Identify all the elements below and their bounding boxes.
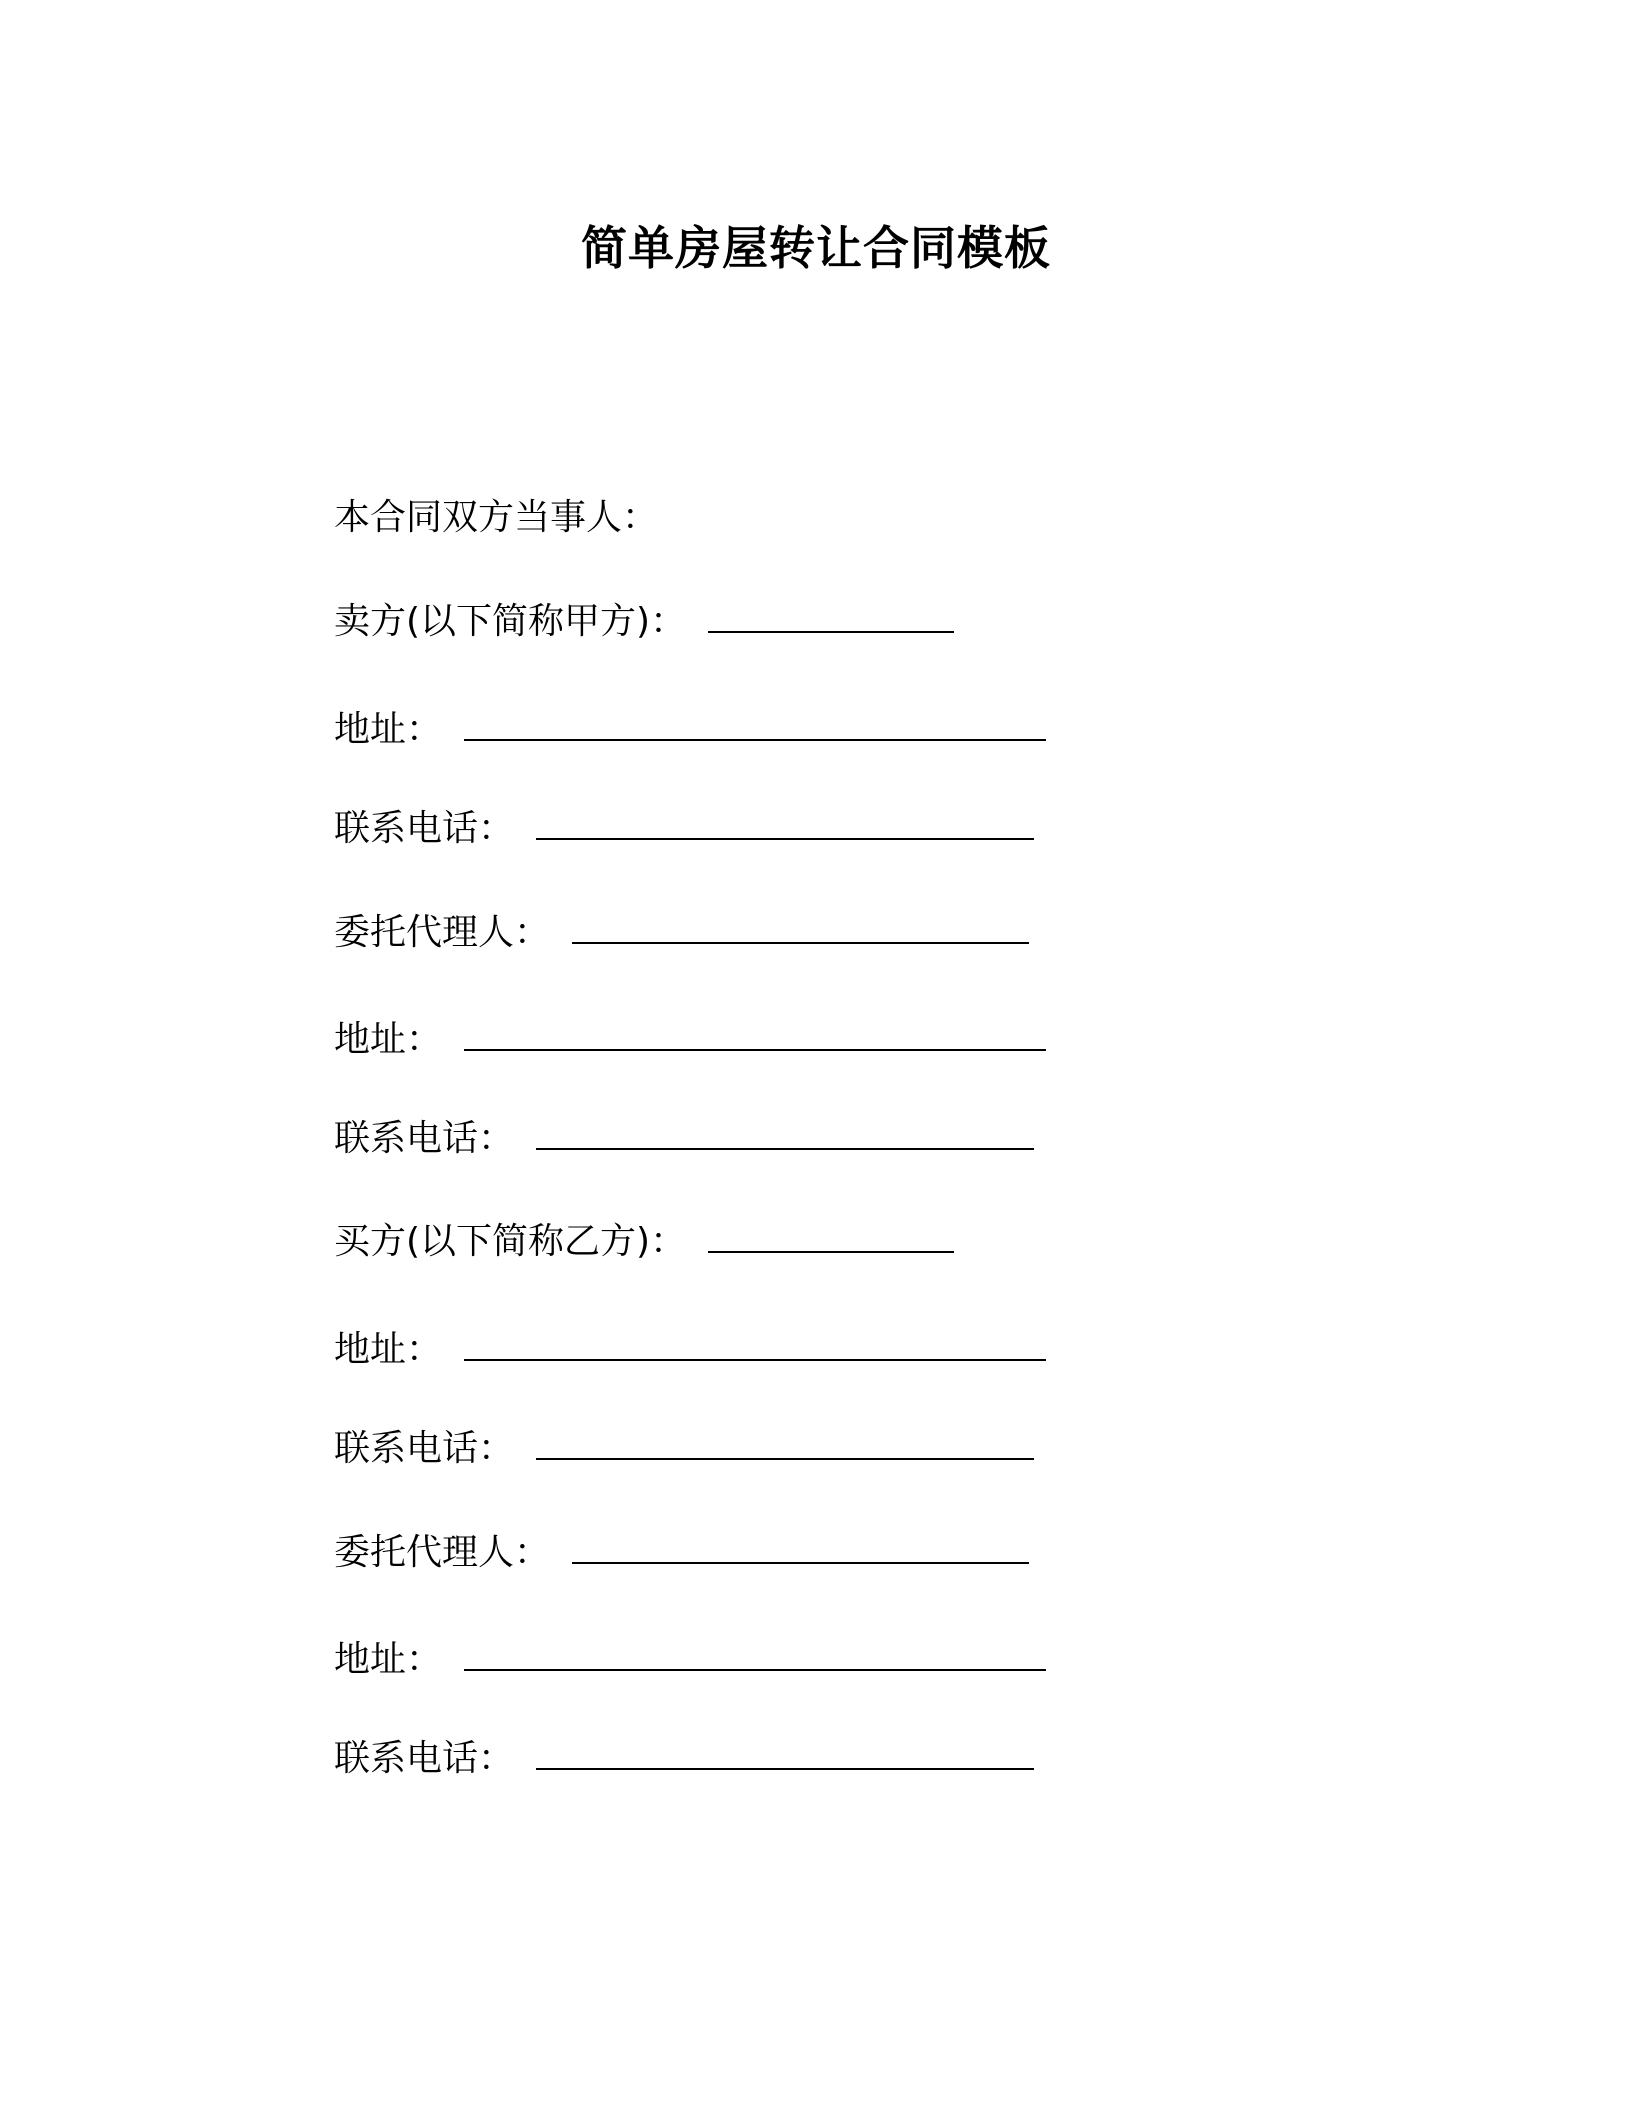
seller-address-line [334,706,1046,754]
seller-label: 卖方(以下简称甲方)： [334,601,687,642]
buyer-blank[interactable] [708,1221,954,1253]
parties-intro-label: 本合同双方当事人： [334,497,659,538]
buyer-address-label: 地址： [334,1329,443,1370]
buyer-address-blank[interactable] [464,1329,1046,1361]
seller-line [334,598,954,646]
seller-agent-label: 委托代理人： [334,912,551,953]
buyer-agent-address-line [334,1636,1046,1684]
buyer-phone-label: 联系电话： [334,1428,515,1469]
seller-agent-phone-line [334,1115,1034,1163]
buyer-agent-line [334,1529,1029,1577]
seller-agent-address-line [334,1016,1046,1064]
buyer-agent-address-blank[interactable] [464,1639,1046,1671]
seller-agent-phone-label: 联系电话： [334,1118,515,1159]
seller-phone-line [334,805,1034,853]
buyer-agent-phone-label: 联系电话： [334,1738,515,1779]
parties-intro-line [334,494,658,542]
seller-agent-blank[interactable] [572,912,1029,944]
buyer-phone-blank[interactable] [536,1428,1034,1460]
buyer-agent-label: 委托代理人： [334,1532,551,1573]
seller-phone-label: 联系电话： [334,808,515,849]
seller-agent-address-label: 地址： [334,1019,443,1060]
seller-address-label: 地址： [334,709,443,750]
buyer-phone-line [334,1425,1034,1473]
buyer-agent-address-label: 地址： [334,1639,443,1680]
seller-agent-address-blank[interactable] [464,1019,1046,1051]
buyer-line [334,1218,954,1266]
buyer-agent-blank[interactable] [572,1532,1029,1564]
seller-agent-phone-blank[interactable] [536,1118,1034,1150]
buyer-agent-phone-line [334,1735,1034,1783]
seller-agent-line [334,909,1029,957]
buyer-address-line [334,1326,1046,1374]
buyer-agent-phone-blank[interactable] [536,1738,1034,1770]
seller-blank[interactable] [708,601,954,633]
seller-address-blank[interactable] [464,709,1046,741]
seller-phone-blank[interactable] [536,808,1034,840]
document-title: 简单房屋转让合同模板 [581,221,1051,275]
buyer-label: 买方(以下简称乙方)： [334,1221,687,1262]
